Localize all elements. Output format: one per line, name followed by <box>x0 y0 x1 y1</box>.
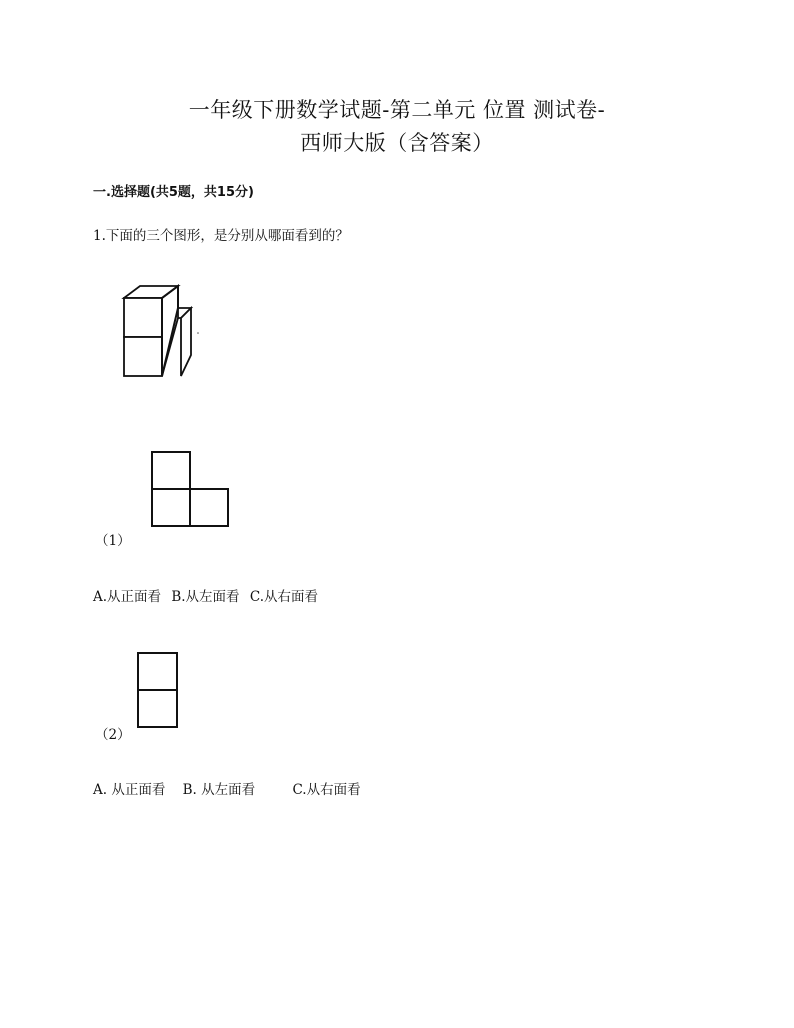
question-1-stem: 1.下面的三个图形，是分别从哪面看到的？ <box>93 228 349 244</box>
view-2-figure <box>137 652 181 730</box>
cube-stack-figure <box>115 278 225 388</box>
part-1-option-b[interactable]: B.从左面看 <box>171 589 240 605</box>
part-1-option-a[interactable]: A.从正面看 <box>93 589 162 605</box>
part-1-label: （1） <box>95 533 131 549</box>
part-1-option-c[interactable]: C.从右面看 <box>249 589 318 605</box>
document-title-line2: 西师大版（含答案） <box>300 131 494 155</box>
part-1-options <box>93 585 318 605</box>
part-2-option-c[interactable]: C.从右面看 <box>292 782 361 798</box>
part-2-option-a[interactable]: A. 从正面看 <box>93 782 166 798</box>
part-2-label: （2） <box>95 727 131 743</box>
part-2-option-b[interactable]: B. 从左面看 <box>182 782 256 798</box>
document-title-line1: 一年级下册数学试题-第二单元 位置 测试卷- <box>188 98 606 122</box>
view-1-figure <box>151 451 231 529</box>
section-heading: 一.选择题(共5题，共15分) <box>93 185 254 200</box>
part-2-options <box>93 778 361 798</box>
